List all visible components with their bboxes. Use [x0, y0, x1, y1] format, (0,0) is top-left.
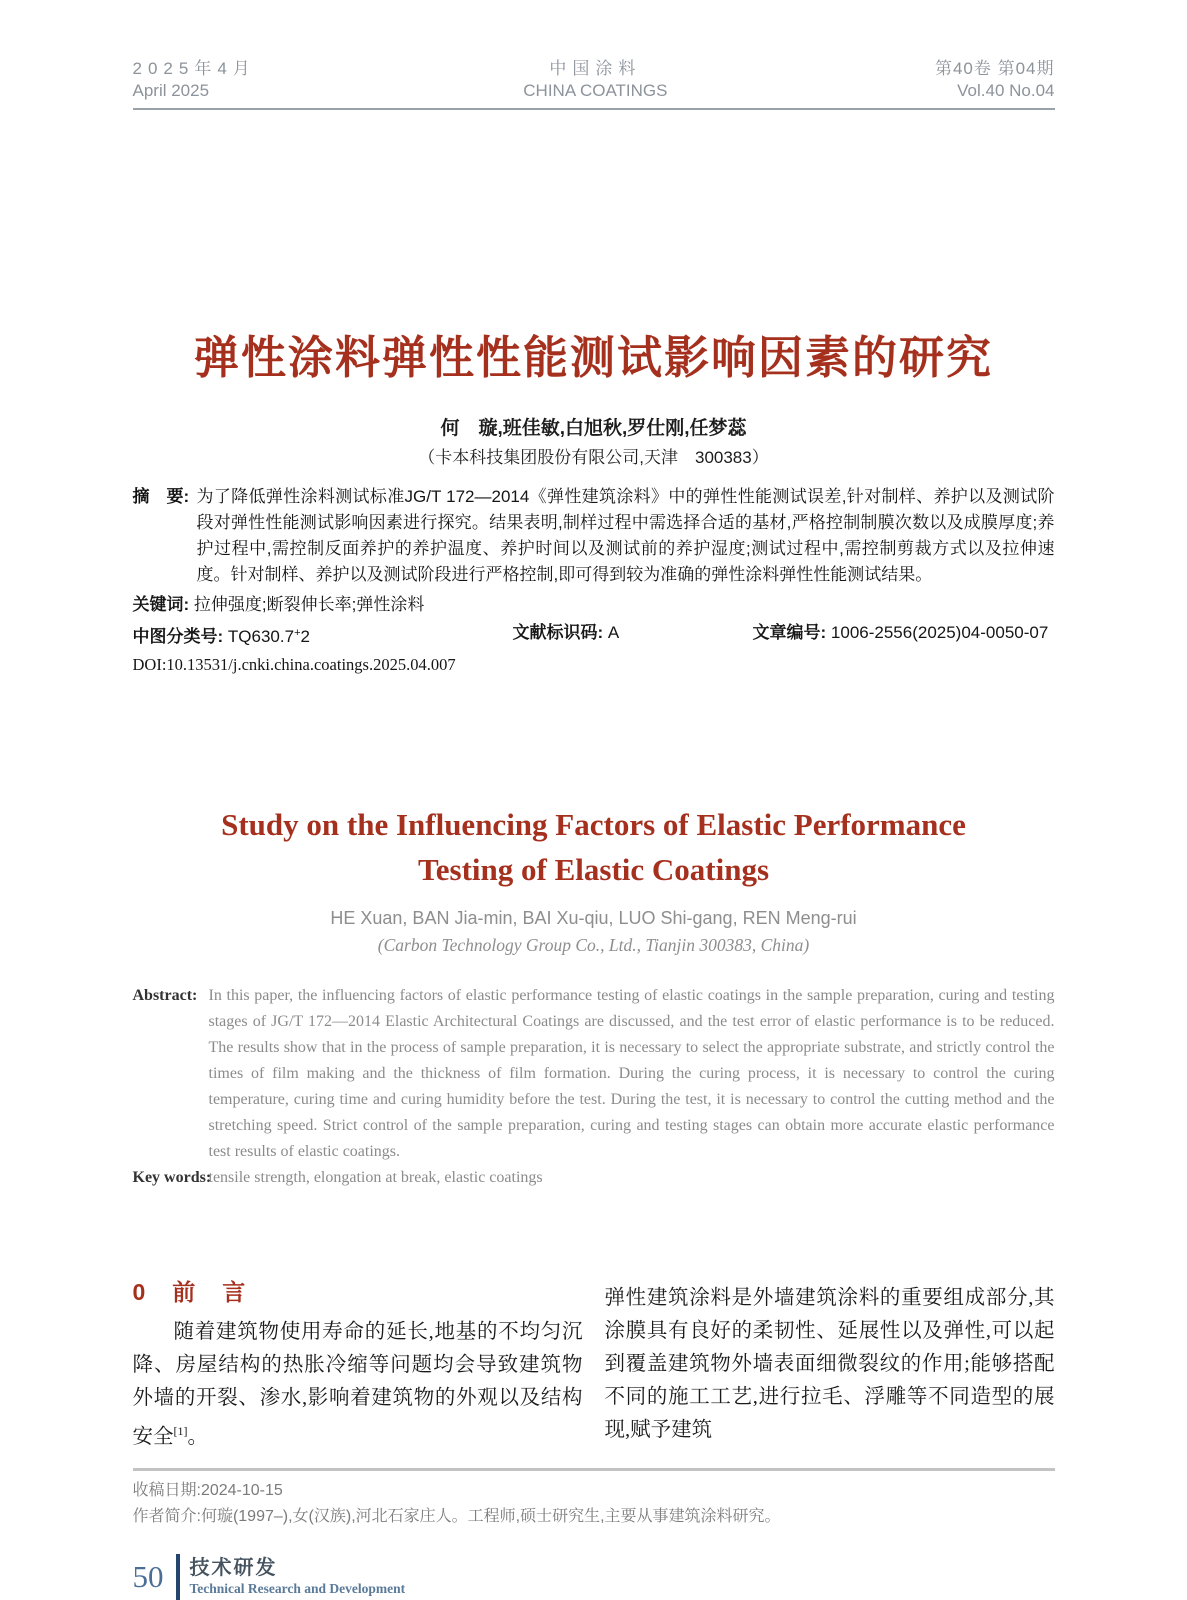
footer-column-label	[190, 1556, 406, 1598]
header-issue	[935, 58, 1055, 102]
authors-en: HE Xuan, BAN Jia-min, BAI Xu-qiu, LUO Shi-gang, REN Meng-rui	[330, 908, 857, 928]
footer-column-cn: 技术研发	[189, 1557, 278, 1579]
header-journal-name	[523, 58, 667, 102]
author-bio-line	[133, 1504, 1055, 1530]
intro-paragraph-left	[133, 1316, 583, 1454]
header-date	[133, 58, 256, 102]
article-title-en	[133, 802, 1055, 892]
body-column-right	[605, 1277, 1055, 1454]
abstract-cn-label: 摘 要:	[132, 487, 190, 506]
header-journal-cn: 中国涂料	[549, 59, 642, 78]
keywords-en-label: Key words:	[132, 1169, 212, 1186]
keywords-cn-text: 拉伸强度;断裂伸长率;弹性涂料	[193, 595, 425, 614]
document-code-label: 文献标识码:	[512, 623, 604, 642]
footer-divider-bar	[176, 1554, 180, 1600]
classification-row	[133, 620, 1055, 650]
document-code-value: A	[607, 623, 620, 642]
clc-value-base: TQ630.7	[227, 627, 295, 646]
intro-paragraph-left-tail: 。	[187, 1426, 208, 1448]
header-journal-en: CHINA COATINGS	[523, 81, 668, 100]
authors-cn: 何 璇,班佳敏,白旭秋,罗仕刚,任梦蕊	[440, 418, 747, 439]
article-id-label: 文章编号:	[752, 623, 827, 642]
page-content	[133, 0, 1055, 1600]
keywords-en	[133, 1165, 1055, 1191]
header-date-en: April 2025	[132, 81, 210, 100]
keywords-en-text: tensile strength, elongation at break, elastic coatings	[208, 1169, 543, 1186]
footnote-separator	[133, 1468, 1055, 1471]
header-issue-cn: 第40卷 第04期	[934, 59, 1055, 78]
page-number: 50	[132, 1559, 164, 1594]
author-bio-label: 作者简介:	[132, 1508, 201, 1525]
header-issue-en: Vol.40 No.04	[957, 81, 1055, 100]
document-code	[513, 620, 753, 650]
article-title-cn: 弹性涂料弹性性能测试影响因素的研究	[193, 332, 993, 383]
article-id	[753, 620, 1049, 650]
affiliation-en: (Carbon Technology Group Co., Ltd., Tianjin 300383, China)	[377, 935, 810, 955]
journal-header	[133, 0, 1055, 110]
abstract-cn-text: 为了降低弹性涂料测试标准JG/T 172—2014《弹性建筑涂料》中的弹性性能测试误差,针对制样、养护以及测试阶段对弹性性能测试影响因素进行探究。结果表明,制样过程中需选择合适的基材,严格控制制膜次数以及成膜厚度;养护过程中,需控制反面养护的养护温度、养护时间以及测试前的养护湿度;测试过程中,需控制剪裁方式以及拉伸速度。针对制样、养护以及测试阶段进行严格控制,即可得到较为准确的弹性涂料弹性性能测试结果。	[196, 487, 1055, 584]
keywords-cn-label: 关键词:	[132, 595, 190, 614]
intro-paragraph-left-text: 随着建筑物使用寿命的延长,地基的不均匀沉降、房屋结构的热胀冷缩等问题均会导致建筑物外墙的开裂、渗水,影响着建筑物的外观以及结构安全	[132, 1321, 583, 1448]
affiliation-cn: （卡本科技集团股份有限公司,天津 300383）	[418, 448, 769, 467]
clc-value-sup: +	[294, 627, 301, 639]
clc-number	[133, 620, 513, 650]
abstract-en-label: Abstract:	[132, 987, 198, 1004]
citation-ref-1: [1]	[173, 1424, 188, 1438]
footnotes	[133, 1478, 1055, 1530]
keywords-cn	[133, 592, 1055, 618]
body-columns	[133, 1277, 1055, 1454]
body-column-left	[133, 1277, 583, 1454]
footer-column-en: Technical Research and Development	[189, 1581, 406, 1596]
author-bio-value: 何璇(1997–),女(汉族),河北石家庄人。工程师,硕士研究生,主要从事建筑涂料研究。	[200, 1508, 781, 1525]
clc-label: 中图分类号:	[132, 627, 224, 646]
intro-paragraph-right: 弹性建筑涂料是外墙建筑涂料的重要组成部分,其涂膜具有良好的柔韧性、延展性以及弹性,可以起到覆盖建筑物外墙表面细微裂纹的作用;能够搭配不同的施工工艺,进行拉毛、浮雕等不同造型的展现,赋予建筑	[604, 1287, 1055, 1441]
received-date-line	[133, 1478, 1055, 1504]
doi: DOI:10.13531/j.cnki.china.coatings.2025.04.007	[132, 655, 456, 674]
abstract-en-text: In this paper, the influencing factors of elastic performance testing of elastic coatings in the sample preparation, curing and testing stages of JG/T 172—2014 Elastic Architectural Coatings are discussed, and the test error of elastic performance is to be reduced. The results show that in the process of sample preparation, it is necessary to select the appropriate substrate, and strictly control the times of film making and the thickness of film formation. During the curing process, it is necessary to control the curing temperature, curing time and curing humidity before the test. During the test, it is necessary to control the cutting method and the stretching speed. Strict control of the sample preparation, curing and testing stages can obtain more accurate elastic performance test results of elastic coatings.	[208, 987, 1055, 1160]
header-date-cn: 2025年4月	[132, 59, 256, 78]
page-footer	[133, 1554, 1055, 1600]
received-date-value: 2024-10-15	[200, 1482, 283, 1499]
clc-value-tail: 2	[300, 627, 310, 646]
article-title-en-line2: Testing of Elastic Coatings	[417, 852, 770, 887]
received-date-label: 收稿日期:	[132, 1482, 201, 1499]
article-title-en-line1: Study on the Influencing Factors of Elastic Performance	[221, 807, 966, 842]
article-id-value: 1006-2556(2025)04-0050-07	[830, 623, 1049, 642]
section-heading-intro: 0 前 言	[132, 1279, 248, 1305]
abstract-en	[133, 983, 1055, 1165]
abstract-cn	[133, 484, 1055, 588]
